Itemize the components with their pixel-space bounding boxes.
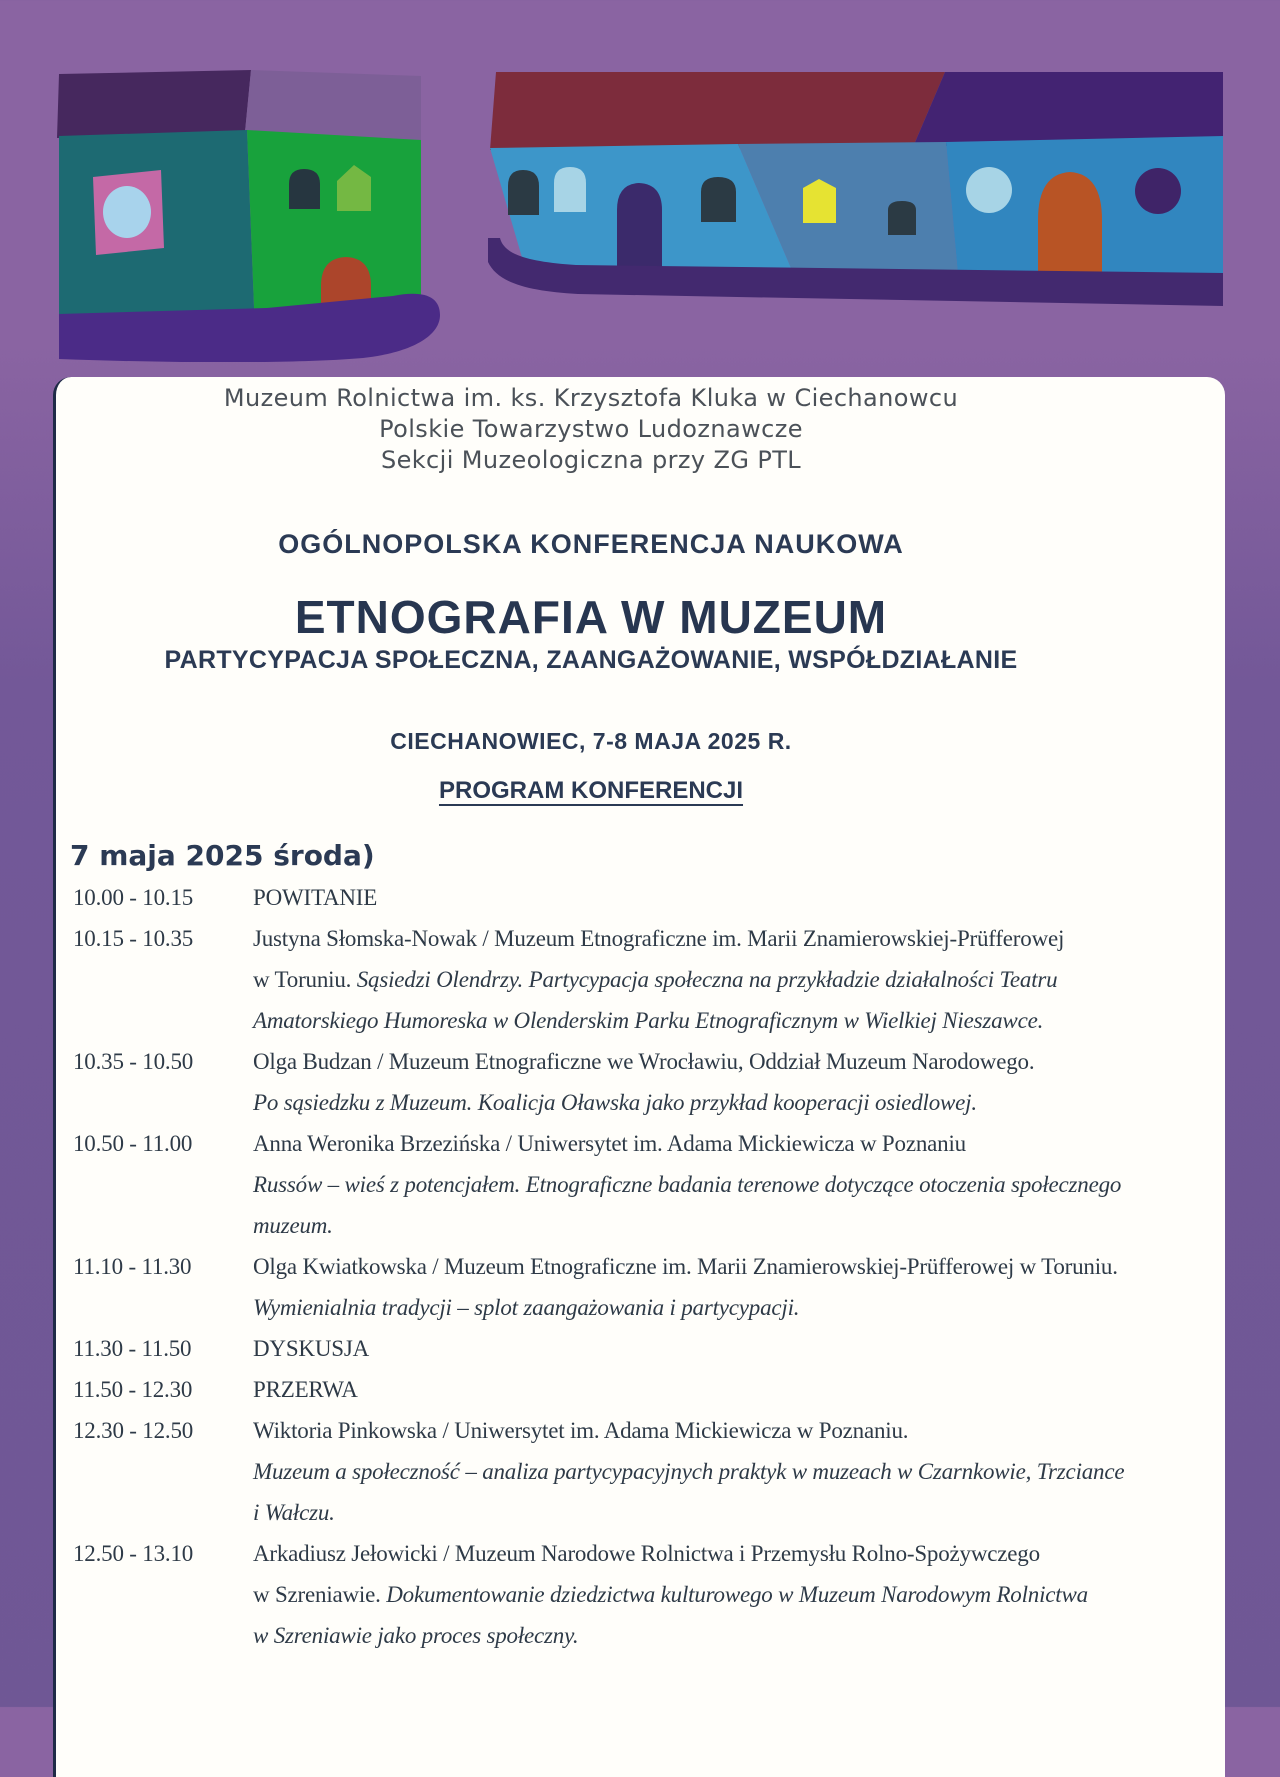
dark-window-icon [289,169,320,209]
session-line: Olga Budzan / Muzeum Etnograficzne we Wrocławiu, Oddział Muzeum Narodowego. [253,1049,1035,1074]
session-line: Amatorskiego Humoreska w Olenderskim Parku Etnograficznym w Wielkiej Nieszawce. [253,1008,1044,1033]
schedule-list [56,877,1225,1656]
session-line: POWITANIE [253,885,378,910]
session-cell [253,1533,1225,1656]
purple-door-icon [617,183,662,268]
time-label: 12.30 - 12.50 [73,1418,194,1443]
time-label: 12.50 - 13.10 [73,1541,194,1566]
dark-window-icon [508,170,539,215]
page-subtitle: PARTYCYPACJA SPOŁECZNA, ZAANGAŻOWANIE, WSPÓŁDZIAŁANIE [164,646,1018,674]
schedule-row [73,1410,1225,1533]
session-line: Arkadiusz Jełowicki / Muzeum Narodowe Rolnictwa i Przemysłu Rolno-Spożywczego [253,1541,1040,1566]
session-line: Wiktoria Pinkowska / Uniwersytet im. Adama Mickiewicza w Poznaniu. [253,1418,909,1443]
session-line: Justyna Słomska-Nowak / Muzeum Etnograficzne im. Marii Znamierowskiej-Prüfferowej [253,926,1065,951]
round-window-icon [103,186,151,238]
organizer-line: Sekcji Muzeologiczna przy ZG PTL [380,446,802,474]
session-line: i Wałczu. [253,1500,335,1525]
session-line: muzeum. [253,1213,333,1238]
roof-light-shape [245,70,421,142]
session-cell [253,918,1225,1041]
schedule-row [73,1328,1225,1369]
schedule-row [73,1123,1225,1246]
event-date: CIECHANOWIEC, 7-8 MAJA 2025 R. [390,728,792,754]
time-label: 10.15 - 10.35 [73,926,194,951]
dark-window-icon [888,201,916,235]
time-label: 11.10 - 11.30 [73,1254,192,1279]
session-line: Wymienialnia tradycji – splot zaangażowania i partycypacji. [253,1295,800,1320]
session-line: w Szreniawie. Dokumentowanie dziedzictwa kulturowego w Muzeum Narodowym Rolnictwa [253,1582,1088,1607]
session-line: PRZERWA [253,1377,358,1402]
orange-door-icon [1038,172,1102,273]
session-line: w Szreniawie jako proces społeczny. [253,1623,579,1648]
session-line: w Toruniu. Sąsiedzi Olendrzy. Partycypacja społeczna na przykładzie działalności Teatru [253,967,1058,992]
session-line: Po sąsiedzku z Muzeum. Koalicja Oławska jako przykład kooperacji osiedlowej. [253,1090,977,1115]
dark-window-icon [701,177,736,222]
schedule-row [73,1369,1225,1410]
time-label: 10.50 - 11.00 [73,1131,193,1156]
session-cell [253,877,1225,918]
session-cell [253,1410,1225,1533]
schedule-row [73,918,1225,1041]
page-title: ETNOGRAFIA W MUZEUM [294,591,888,643]
organizer-line: Polskie Towarzystwo Ludoznawcze [379,415,803,443]
red-roof-shape [490,72,945,150]
schedule-row [73,1246,1225,1328]
program-heading-text: PROGRAM KONFERENCJI [438,777,744,804]
program-heading [56,777,1126,805]
schedule-row [73,1533,1225,1656]
session-cell [253,1328,1225,1369]
program-card [53,377,1225,1777]
session-cell [253,1041,1225,1123]
time-label: 11.50 - 12.30 [73,1377,193,1402]
session-cell [253,1369,1225,1410]
folk-art-right-panel [488,70,1225,310]
purple-roof-shape [913,72,1223,147]
day-heading: 7 maja 2025 środa) [70,839,375,872]
session-line: Muzeum a społeczność – analiza partycypacyjnych praktyk w muzeach w Czarnkowie, Trzciance [253,1459,1125,1484]
organizers-block [56,383,1126,476]
session-line: DYSKUSJA [253,1336,369,1361]
session-line: Anna Weronika Brzezińska / Uniwersytet im. Adama Mickiewicza w Poznaniu [253,1131,966,1156]
session-line: Olga Kwiatkowska / Muzeum Etnograficzne im. Marii Znamierowskiej-Prüfferowej w Toruniu. [253,1254,1118,1279]
conference-label: OGÓLNOPOLSKA KONFERENCJA NAUKOWA [278,529,904,559]
light-circle-window-icon [966,167,1012,213]
roof-dark-shape [57,70,251,138]
session-line: Russów – wieś z potencjałem. Etnograficzne badania terenowe dotyczące otoczenia społecznego [253,1172,1122,1197]
time-label: 11.30 - 11.50 [73,1336,192,1361]
schedule-row [73,1041,1225,1123]
session-cell [253,1246,1225,1328]
schedule-row [73,877,1225,918]
time-label: 10.35 - 10.50 [73,1049,194,1074]
session-cell [253,1123,1225,1246]
light-window-icon [554,167,586,212]
folk-art-left-panel [57,70,443,362]
time-label: 10.00 - 10.15 [73,885,194,910]
yellow-window-icon [803,179,836,223]
organizer-line: Muzeum Rolnictwa im. ks. Krzysztofa Kluka w Ciechanowcu [223,384,959,412]
purple-circle-window-icon [1135,168,1181,214]
